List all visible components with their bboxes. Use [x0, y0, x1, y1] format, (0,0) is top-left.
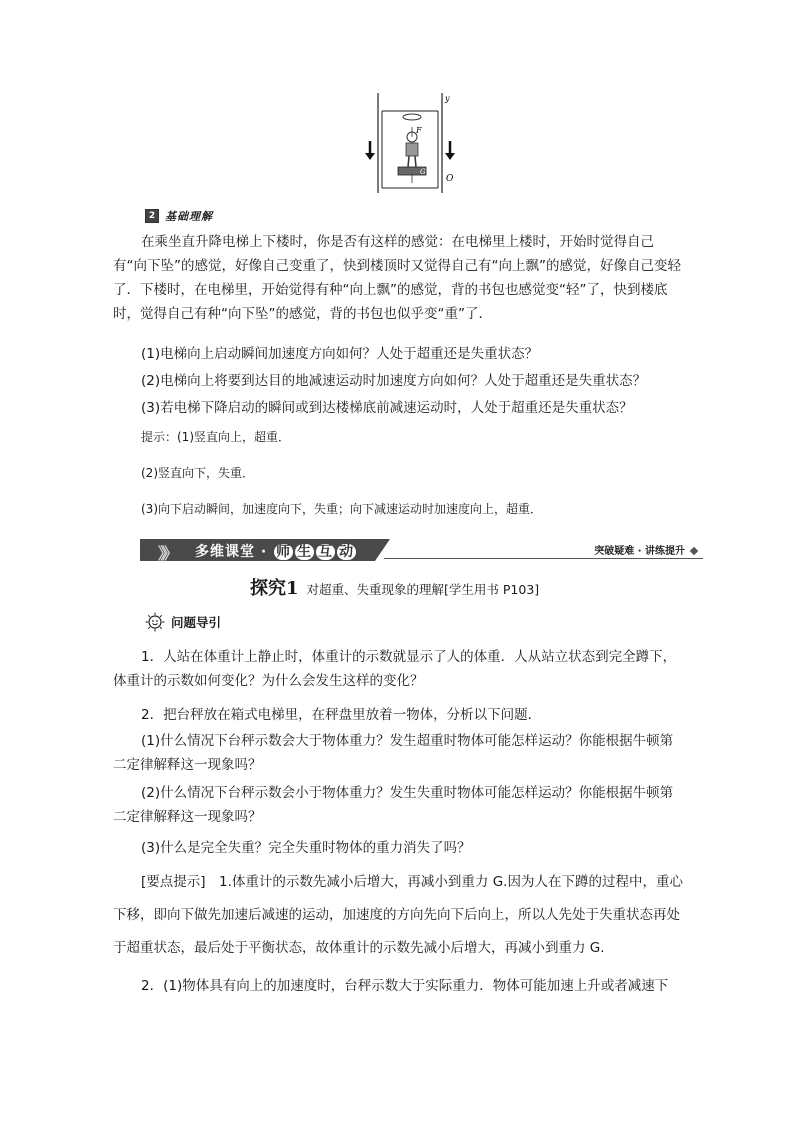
- section-heading: [145, 208, 213, 224]
- section-title: 基础理解: [165, 210, 213, 223]
- smiley-sun-icon: [145, 612, 165, 632]
- section-banner: [140, 539, 703, 561]
- elevator-diagram: [360, 93, 460, 193]
- chevrons-icon: 》》: [158, 544, 175, 563]
- inquiry-heading: [250, 574, 539, 600]
- intro-paragraph: 在乘坐直升降电梯上下楼时，你是否有这样的感觉：在电梯里上楼时，开始时觉得自己有“向下坠”的感觉，好像自己变重了，快到楼顶时又觉得自己有“向上飘”的感觉，好像自己变轻了．下楼时，在电梯里，开始觉得有种“向上飘”的感觉，背的书包也感觉变“轻”了，快到楼底时，觉得自己有种“向下坠”的感觉，背的书包也似乎变“重”了．: [113, 234, 681, 322]
- question-3: (3)若电梯下降启动的瞬间或到达楼梯底前减速运动时，人处于超重还是失重状态？: [141, 400, 633, 416]
- question-1: (1)电梯向上启动瞬间加速度方向如何？人处于超重还是失重状态？: [141, 346, 539, 362]
- banner-title-main: 多维课堂: [195, 544, 255, 560]
- label-y: y: [445, 94, 450, 103]
- banner-hl-3: 互: [318, 544, 334, 560]
- banner-hl-4: 动: [339, 544, 355, 560]
- inquiry-number: 探究1: [250, 578, 299, 599]
- label-f: F: [416, 126, 422, 135]
- elevator-figure: [360, 93, 460, 193]
- banner-rule: [384, 558, 703, 559]
- banner-right-text: 突破疑难 · 讲练提升: [594, 546, 685, 557]
- banner-dot: ·: [260, 544, 268, 560]
- question-2: (2)电梯向上将要到达目的地减速运动时加速度方向如何？人处于超重还是失重状态？: [141, 373, 647, 389]
- keypoints-paragraph-1: [要点提示] 1.体重计的示数先减小后增大，再减小到重力 G.因为人在下蹲的过程中，重心下移，即向下做先加速后减速的运动，加速度的方向先向下后向上，所以人先处于失重状态再处于超重状态，最后处于平衡状态，故体重计的示数先减小后增大，再减小到重力 G.: [113, 874, 683, 956]
- guide-heading: [145, 612, 221, 632]
- guide-question-1: 1．人站在体重计上静止时，体重计的示数就显示了人的体重．人从站立状态到完全蹲下，体重计的示数如何变化？为什么会发生这样的变化？: [113, 649, 677, 689]
- guide-question-2c: (3)什么是完全失重？完全失重时物体的重力消失了吗？: [141, 840, 471, 856]
- hint-1: 提示：(1)竖直向上，超重．: [141, 430, 290, 444]
- keypoints-paragraph-2: 2．(1)物体具有向上的加速度时，台秤示数大于实际重力．物体可能加速上升或者减速下: [141, 978, 669, 994]
- guide-title: 问题导引: [171, 615, 222, 630]
- banner-right: [594, 542, 697, 557]
- banner-hl-1: 师: [276, 544, 292, 560]
- label-o: O: [446, 174, 454, 184]
- hint-2: (2)竖直向下，失重．: [141, 466, 254, 480]
- guide-question-2: 2．把台秤放在箱式电梯里，在秤盘里放着一物体，分析以下问题．: [141, 707, 542, 723]
- guide-question-2a: (1)什么情况下台秤示数会大于物体重力？发生超重时物体可能怎样运动？你能根据牛顿第二定律解释这一现象吗？: [113, 733, 674, 773]
- inquiry-subtitle: 对超重、失重现象的理解[学生用书 P103]: [306, 582, 540, 597]
- banner-hl-2: 生: [297, 544, 313, 560]
- diamond-icon: [690, 547, 698, 555]
- section-number: 2: [145, 209, 159, 223]
- hint-3: (3)向下启动瞬间，加速度向下，失重；向下减速运动时加速度向上，超重．: [141, 502, 543, 516]
- label-g: G: [420, 168, 426, 176]
- guide-question-2b: (2)什么情况下台秤示数会小于物体重力？发生失重时物体可能怎样运动？你能根据牛顿第二定律解释这一现象吗？: [113, 785, 674, 825]
- banner-title: [195, 541, 357, 561]
